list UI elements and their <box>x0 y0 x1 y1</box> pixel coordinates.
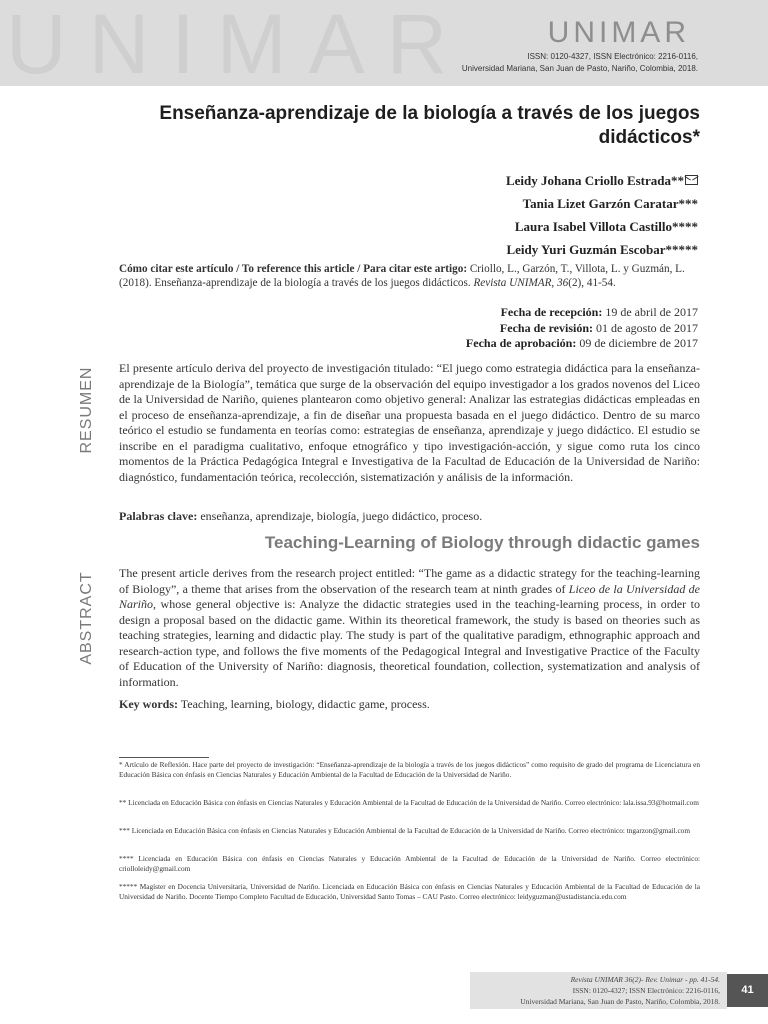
article-dates <box>466 305 698 352</box>
abstract-text: The present article derives from the research project entitled: “The game as a didactic strategy for the teaching-learning of Biology”, a theme that arises from the observation of the research team at ninth grades of <box>119 566 700 596</box>
date-approved <box>466 336 698 352</box>
author-name: Leidy Yuri Guzmán Escobar***** <box>506 242 698 257</box>
journal-brand: UNIMAR <box>547 16 690 49</box>
resumen-paragraph: El presente artículo deriva del proyecto de investigación titulado: “El juego como estrategia didáctica para la enseñanza-aprendizaje de la Biología”, temática que surge de la observación del equipo investigador a los grados novenos del Liceo de la Universidad de Nariño, quienes plantearon como objetivo general: Analizar las estrategias didácticas empleadas en el proceso de enseñanza-aprendizaje, a fin de diseñar una propuesta basada en el juego didáctico. Dentro de su marco teórico el estudio se fundamenta en teorías como: estrategias de enseñanza, aprendizaje y juego didáctico. El estudio se inscribe en el paradigma cualitativo, enfoque etnográfico y tipo investigación-acción, y sigue como ruta los cinco momentos de la Práctica Pedagógica Integral e Investigativa de la Facultad de Educación de la Universidad de Nariño: diagnóstico, fundamentación teórica, recolección, sistematización y análisis de la información. <box>119 361 700 484</box>
date-value: 19 de abril de 2017 <box>602 305 698 319</box>
author-name-text: Leidy Johana Criollo Estrada** <box>505 173 684 188</box>
author-list <box>506 169 698 261</box>
footnote-rule <box>119 757 209 758</box>
author-name: Laura Isabel Villota Castillo**** <box>514 219 698 234</box>
footer-issn: ISSN: 0120-4327; ISSN Electrónico: 2216-0116, <box>572 986 720 995</box>
date-value: 01 de agosto de 2017 <box>593 320 698 335</box>
date-value: 09 de diciembre de 2017 <box>576 336 698 350</box>
citation-text: Criollo, L., Garzón, T., Villota, L. y Guzmán, L. (2018). Enseñanza-aprendizaje de la biología a través de los juegos didácticos. <box>119 263 685 289</box>
header-issn: ISSN: 0120-4327, ISSN Electrónico: 2216-0116, <box>527 52 698 61</box>
journal-header <box>0 0 768 86</box>
citation <box>119 262 700 290</box>
abstract-side-label: ABSTRACT <box>78 571 95 665</box>
abstract-italic: Liceo de la Universidad de Nariño, <box>119 581 700 611</box>
author-name: Tania Lizet Garzón Caratar*** <box>522 196 698 211</box>
footnote: ***** Magíster en Docencia Universitaria, Universidad de Nariño. Licenciada en Educación Básica con énfasis en Ciencias Naturales y Educación Ambiental de la Facultad de Educación de la Universidad de Nariño. Docente Tiempo Completo Facultad de Educación, Universidad Santo Tomas – CAU Pasto. Correo electrónico: leidyguzman@ustadistancia.edu.com <box>119 882 700 901</box>
date-received <box>466 305 698 321</box>
citation-journal: Revista UNIMAR, 36 <box>470 277 569 289</box>
date-revised <box>466 321 698 337</box>
keywords-label: Palabras clave: <box>119 509 198 523</box>
english-title: Teaching-Learning of Biology through didactic games <box>264 533 700 552</box>
footer-university: Universidad Mariana, San Juan de Pasto, Nariño, Colombia, 2018. <box>520 997 720 1006</box>
abstract-text: whose general objective is: Analyze the didactic strategies used in the teaching-learning process, in order to design a proposal based on the didactic game. Within its theoretical framework, the study is based on theories such as teaching strategies, learning and didactic play. The study is part of the qualitative paradigm, ethnographic approach and research-action type, and follows the five moments of the Pedagogical Integral and Investigative Practice of the Faculty of Education of the University of Nariño: diagnosis, theoretical foundation, collection, systematization and analysis of information. <box>119 597 700 689</box>
footnote: ** Licenciada en Educación Básica con énfasis en Ciencias Naturales y Educación Ambiental de la Facultad de Educación de la Universidad de Nariño. Correo electrónico: lala.issa.93@hotmail.com <box>119 798 699 807</box>
author-name <box>506 169 698 192</box>
citation-label: Cómo citar este artículo / To reference this article / Para citar este artigo: <box>119 263 468 275</box>
envelope-icon[interactable] <box>685 175 698 185</box>
resumen-side-label: RESUMEN <box>78 366 95 454</box>
citation-issue: (2), 41-54. <box>568 277 616 289</box>
page-number: 41 <box>727 974 768 1007</box>
article-title: Enseñanza-aprendizaje de la biología a través de los juegos didácticos* <box>159 103 700 148</box>
abstract-paragraph <box>119 566 700 690</box>
footer-journal: Revista UNIMAR 36(2)- Rev. Unimar - pp. 41-54. <box>570 975 720 984</box>
keywords-text: Teaching, learning, biology, didactic game, process. <box>178 697 430 711</box>
date-label: Fecha de recepción: <box>500 305 603 319</box>
keywords-label: Key words: <box>119 697 178 711</box>
footnote: *** Licenciada en Educación Básica con énfasis en Ciencias Naturales y Educación Ambiental de la Facultad de Educación de la Universidad de Nariño. Correo electrónico: tngarzon@gmail.com <box>119 826 691 835</box>
keywords-text: enseñanza, aprendizaje, biología, juego didáctico, proceso. <box>197 509 483 523</box>
header-university: Universidad Mariana, San Juan de Pasto, Nariño, Colombia, 2018. <box>461 64 698 73</box>
footnote: * Artículo de Reflexión. Hace parte del proyecto de investigación: “Enseñanza-aprendizaje de la biología a través de los juegos didácticos” como requisito de grado del programa de Licenciatura en Educación Básica con énfasis en Ciencias Naturales y Educación Ambiental de la Facultad de Educación de la Universidad de Nariño. <box>119 760 700 779</box>
date-label: Fecha de aprobación: <box>465 336 577 350</box>
header-watermark: UNIMAR <box>6 0 470 86</box>
key-words <box>119 697 430 712</box>
date-label: Fecha de revisión: <box>499 320 594 335</box>
palabras-clave <box>119 509 482 524</box>
footnote: **** Licenciada en Educación Básica con énfasis en Ciencias Naturales y Educación Ambiental de la Facultad de Educación de la Universidad de Nariño. Correo electrónico: criolloleidy@gmail.com <box>119 854 700 873</box>
